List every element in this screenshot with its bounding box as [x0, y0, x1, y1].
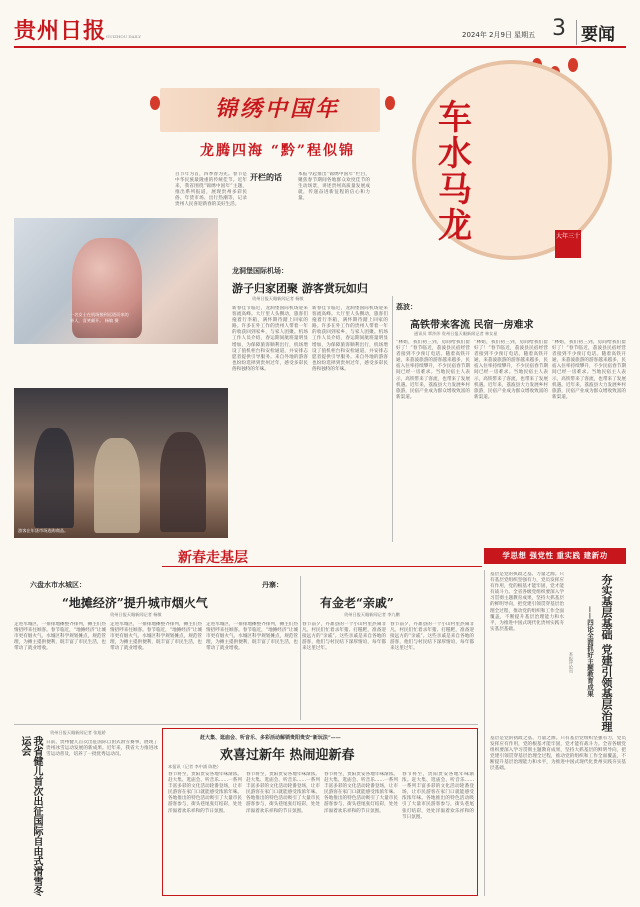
logo-subtitle: GUIZHOU DAILY	[106, 34, 142, 39]
commentary-byline: 本报评论员	[569, 652, 574, 673]
danzhai-byline: 贵州日报天眼新闻记者 李九鹏	[344, 612, 400, 617]
sports-byline: 贵州日报天眼新闻记者 张旭娇	[50, 730, 106, 735]
liupanshui-byline: 贵州日报天眼新闻记者 杨敏	[110, 612, 162, 617]
airport-kicker: 龙洞堡国际机场：	[232, 266, 288, 275]
lantern-icon	[568, 58, 578, 72]
box-byline: 本报讯（记者 李中浦 陈艳）	[168, 764, 221, 769]
rail-body-col2: “林姐，我们初三到，房间给我们留好了！”春节临近，荔波县民宿经营者接到不少预订电话。随着高铁开通，来荔波旅游的游客越来越多，民宿入住率持续攀升，不少民宿春节期间已经一房难求。当地民宿主人表示，高铁带来了客流，也带来了发展机遇。近年来，荔波县大力发展乡村旅游，民宿产业成为群众增收致富的新渠道。	[474, 340, 548, 400]
liupanshui-body-col1: 走进水城区，一排排地摊整齐排列，摊主们热情招呼来往顾客。春节临近，“地摊经济”让城市更有烟火气。水城区科学规划摊点，规范管理，为摊主提供便利，既丰富了市民生活，也带动了就业增收。	[14, 622, 106, 652]
rail-title: 高铁带来客流 民宿一房难求	[410, 320, 534, 331]
airport-body-col2: 新春佳节临近，龙洞堡国际机场迎来客流高峰。大厅里人头攒动，旅客们拖着行李箱，满怀期待踏上回家的路。许多在外工作的贵州人带着一年的收获回到家乡，与家人团聚。机场工作人员介绍，春运期间航班量明显增加，为保障旅客顺利出行，机场增设了值机柜台和安检通道，并安排志愿者提供引导服务。来自外地的游客也纷纷选择到贵州过年，感受多彩民俗和独特的年味。	[312, 306, 388, 372]
airport-title: 游子归家团聚 游客赏玩如归	[232, 282, 368, 295]
airport-photo	[14, 218, 218, 344]
airport-byline: 贵州日报天眼新闻记者 杨敏	[252, 296, 304, 301]
market-photo-caption: 游客在年货市场选购商品。	[18, 528, 69, 533]
danzhai-body-col2: 春节前夕，丹寨县的一个小山村里热闹非凡。村民们忙着杀年猪、打糍粑，准备迎接远方的“亲戚”。这些亲戚是来自各地的游客，他们与村民结下深厚情谊，每年都来这里过年。	[390, 622, 474, 652]
rail-body-col1: “林姐，我们初三到，房间给我们留好了！”春节临近，荔波县民宿经营者接到不少预订电话。随着高铁开通，来荔波旅游的游客越来越多，民宿入住率持续攀升，不少民宿春节期间已经一房难求。当地民宿主人表示，高铁带来了客流，也带来了发展机遇。近年来，荔波县大力发展乡村旅游，民宿产业成为群众增收致富的新渠道。	[396, 340, 470, 400]
commentary-body-col1: 基层是党的执政之基、力量之源。只有基层党组织坚强有力，党员发挥应有作用，党的根基才能牢固，党才能有战斗力。全省各级党组织要深入学习贯彻主题教育成果，坚持大抓基层的鲜明导向，把党建引领贯穿基层治理全过程，推动党的组织和工作全面覆盖，不断提升基层治理能力和水平，为推进中国式现代化贵州实践夯实基层基础。	[490, 572, 564, 632]
danzhai-title: 有金老“亲戚”	[320, 596, 394, 610]
rail-byline: 通讯员 覃莎莎 贵州日报天眼新闻记者 林女星	[414, 331, 498, 336]
box-kicker: 赶大集、逛庙会、听音乐、多彩活动解锁贵阳贵安“新玩法”——	[200, 735, 341, 741]
commentary-subtitle: ——四论全面抓好主题教育成果	[586, 606, 594, 697]
box-body-col1: 春节将至，贵阳贵安各地年味渐浓。赶大集、逛庙会、听音乐……一系列丰富多彩的文化活动轮番登场，让市民游客在家门口就能感受浓浓年味。各地推出的特色活动吸引了大量市民游客参与，街头巷尾张灯结彩，处处洋溢着欢乐祥和的节日氛围。	[168, 772, 242, 814]
divider	[14, 724, 478, 725]
danzhai-kicker: 丹寨：	[262, 580, 283, 589]
box-body-col4: 春节将至，贵阳贵安各地年味渐浓。赶大集、逛庙会、听音乐……一系列丰富多彩的文化活动轮番登场，让市民游客在家门口就能感受浓浓年味。各地推出的特色活动吸引了大量市民游客参与，街头巷尾张灯结彩，处处洋溢着欢乐祥和的节日氛围。	[402, 772, 474, 820]
danzhai-body-col1: 春节前夕，丹寨县的一个小山村里热闹非凡。村民们忙着杀年猪、打糍粑，准备迎接远方的“亲戚”。这些亲戚是来自各地的游客，他们与村民结下深厚情谊，每年都来这里过年。	[302, 622, 386, 652]
liupanshui-body-col3: 走进水城区，一排排地摊整齐排列，摊主们热情招呼来往顾客。春节临近，“地摊经济”让城市更有烟火气。水城区科学规划摊点，规范管理，为摊主提供便利，既丰富了市民生活，也带动了就业增收。	[206, 622, 298, 652]
lantern-icon	[385, 96, 395, 110]
rail-body-col3: “林姐，我们初三到，房间给我们留好了！”春节临近，荔波县民宿经营者接到不少预订电话。随着高铁开通，来荔波旅游的游客越来越多，民宿入住率持续攀升，不少民宿春节期间已经一房难求。当地民宿主人表示，高铁带来了客流，也带来了发展机遇。近年来，荔波县大力发展乡村旅游，民宿产业成为群众增收致富的新渠道。	[552, 340, 626, 400]
date-tag: 大年三十	[555, 230, 581, 258]
newspaper-logo: 贵州日报	[14, 18, 107, 44]
liupanshui-kicker: 六盘水市水城区：	[30, 580, 86, 589]
liupanshui-title: “地摊经济”提升城市烟火气	[62, 596, 208, 610]
market-photo	[14, 388, 228, 538]
masthead	[14, 12, 626, 48]
theme-bar: 学思想 强党性 重实践 建新功	[484, 548, 626, 564]
divider	[484, 570, 485, 896]
divider	[300, 576, 301, 720]
rail-kicker: 荔波：	[396, 302, 417, 311]
banner-subtitle: 龙腾四海 “黔”程似锦	[200, 143, 355, 159]
box-body-col2: 春节将至，贵阳贵安各地年味渐浓。赶大集、逛庙会、听音乐……一系列丰富多彩的文化活动轮番登场，让市民游客在家门口就能感受浓浓年味。各地推出的特色活动吸引了大量市民游客参与，街头巷尾张灯结彩，处处洋溢着欢乐祥和的节日氛围。	[246, 772, 320, 814]
commentary-title: 夯实基层基础 党建引领基层治理	[600, 574, 613, 732]
lantern-icon	[150, 96, 160, 110]
sports-body: 日前，贵州健儿首次出征国际自由式滑雪赛事，展现了贵州冰雪运动发展的新成果。近年来，我省大力推进冰雪运动普及，培养了一批优秀运动员。	[46, 740, 158, 758]
airport-photo-caption: 一名女士在机场接到远道而来的亲人，喜笑颜开。 杨敏 摄	[70, 312, 129, 323]
divider	[392, 296, 393, 542]
airport-body-col1: 新春佳节临近，龙洞堡国际机场迎来客流高峰。大厅里人头攒动，旅客们拖着行李箱，满怀期待踏上回家的路。许多在外工作的贵州人带着一年的收获回到家乡，与家人团聚。机场工作人员介绍，春运期间航班量明显增加，为保障旅客顺利出行，机场增设了值机柜台和安检通道，并安排志愿者提供引导服务。来自外地的游客也纷纷选择到贵州过年，感受多彩民俗和独特的年味。	[232, 306, 308, 372]
issue-date: 2024年 2月9日 星期五	[462, 31, 536, 39]
intro-body-1: 百节年为首，四季春为先。春节是中华民族最隆重的传统佳节。近年来，我省围绕“锦绣中国年”主题，推出系列报道，展现贵州多彩民俗、年货市场、出行热潮等，记录贵州人民喜迎新春的美好生活。	[175, 172, 247, 208]
commentary-body-col2: 基层是党的执政之基、力量之源。只有基层党组织坚强有力，党员发挥应有作用，党的根基才能牢固，党才能有战斗力。全省各级党组织要深入学习贯彻主题教育成果，坚持大抓基层的鲜明导向，把党建引领贯穿基层治理全过程，推动党的组织和工作全面覆盖，不断提升基层治理能力和水平，为推进中国式现代化贵州实践夯实基层基础。	[490, 736, 626, 772]
box-title: 欢喜过新年 热闹迎新春	[220, 748, 355, 763]
page-number: 3	[552, 16, 566, 41]
banner-title: 锦绣中国年	[215, 96, 341, 122]
box-body-col3: 春节将至，贵阳贵安各地年味渐浓。赶大集、逛庙会、听音乐……一系列丰富多彩的文化活动轮番登场，让市民游客在家门口就能感受浓浓年味。各地推出的特色活动吸引了大量市民游客参与，街头巷尾张灯结彩，处处洋溢着欢乐祥和的节日氛围。	[324, 772, 398, 814]
circle-text: 车水马龙	[438, 98, 472, 246]
intro-heading: 开栏的话	[250, 172, 282, 182]
section-title: 新春走基层	[178, 550, 248, 566]
section-name: 要闻	[576, 20, 615, 45]
sports-title: 我省健儿首次出征国际自由式滑雪冬运会	[19, 736, 42, 896]
liupanshui-body-col2: 走进水城区，一排排地摊整齐排列，摊主们热情招呼来往顾客。春节临近，“地摊经济”让城市更有烟火气。水城区科学规划摊点，规范管理，为摊主提供便利，既丰富了市民生活，也带动了就业增收。	[110, 622, 202, 652]
intro-body-2: 本报今起推出“锦绣中国年”栏目，聚焦春节期间各地群众欢度佳节的生动场景，讲述贵州高质量发展成就，传递奋进新征程的信心和力量。	[298, 172, 370, 202]
